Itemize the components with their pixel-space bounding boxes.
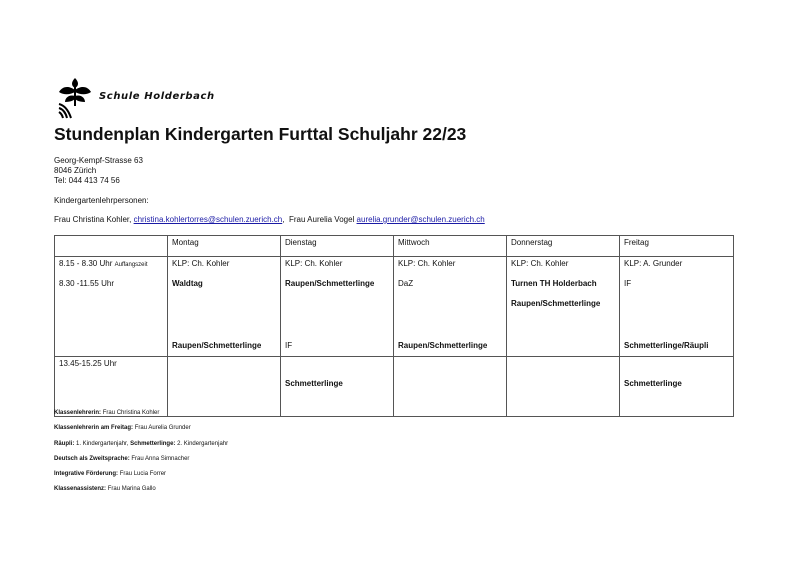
tuesday-afternoon-group: Schmetterlinge (285, 379, 343, 388)
wednesday-activity: DaZ (398, 279, 414, 288)
header-friday: Freitag (620, 236, 734, 257)
header-monday: Montag (168, 236, 281, 257)
afternoon-time-cell: 13.45-15.25 Uhr (55, 357, 168, 417)
time-slot-morning: 8.30 -11.55 Uhr (59, 279, 114, 288)
legend-value: Frau Marina Gallo (107, 486, 156, 493)
legend-item (54, 437, 228, 452)
header-thursday: Donnerstag (507, 236, 620, 257)
legend-item (54, 406, 228, 421)
address-city: 8046 Zürich (54, 166, 97, 175)
monday-activity: Waldtag (172, 279, 203, 288)
monday-morning-cell (168, 257, 281, 357)
logo-school-name: Schule Holderbach (99, 91, 215, 102)
school-logo (57, 74, 237, 122)
header-time-cell (55, 236, 168, 257)
friday-klp: KLP: A. Grunder (624, 259, 683, 268)
friday-morning-cell (620, 257, 734, 357)
thursday-afternoon-cell (507, 357, 620, 417)
thursday-activity: Turnen TH Holderbach (511, 279, 597, 288)
time-slot-early (59, 259, 163, 279)
legend-key: Klassenlehrerin: (54, 410, 102, 416)
time-early-label: 8.15 - 8.30 Uhr (59, 259, 113, 268)
tuesday-klp: KLP: Ch. Kohler (285, 259, 343, 268)
page-title: Stundenplan Kindergarten Furttal Schuljahr 22/23 (54, 124, 467, 144)
legend-key: Deutsch als Zweitsprache: (54, 455, 130, 462)
schedule-row-morning (55, 257, 734, 357)
morning-time-cell (55, 257, 168, 357)
legend-value: 1. Kindergartenjahr, (76, 440, 129, 447)
schedule-table (54, 235, 734, 417)
legend-key: Schmetterlinge: (130, 440, 176, 447)
monday-group: Raupen/Schmetterlinge (172, 341, 262, 350)
thursday-group: Raupen/Schmetterlinge (511, 299, 601, 308)
legend-value: Frau Lucia Forrer (119, 471, 167, 478)
legend-item (54, 467, 228, 482)
address-street: Georg-Kempf-Strasse 63 (54, 156, 143, 165)
thursday-morning-cell (507, 257, 620, 357)
wednesday-group: Raupen/Schmetterlinge (398, 341, 488, 350)
legend-key: Klassenassistenz: (54, 486, 107, 493)
legend-value: Frau Aurelia Grunder (134, 425, 191, 432)
legend-key: Integrative Förderung: (54, 471, 119, 478)
teacher1-email-link[interactable]: christina.kohlertorres@schulen.zuerich.ch (133, 215, 283, 224)
wednesday-morning-cell (394, 257, 507, 357)
tuesday-morning-cell (281, 257, 394, 357)
legend-value: Frau Christina Kohler (102, 410, 160, 416)
friday-activity: IF (624, 279, 632, 288)
legend-value: 2. Kindergartenjahr (177, 440, 229, 447)
legend-item (54, 421, 228, 436)
tuesday-support: IF (285, 341, 293, 350)
teacher2-email-link[interactable]: aurelia.grunder@schulen.zuerich.ch (356, 215, 485, 224)
tuesday-afternoon-cell (281, 357, 394, 417)
legend-block (54, 406, 228, 498)
teachers-line (54, 215, 485, 224)
thursday-klp: KLP: Ch. Kohler (511, 259, 569, 268)
friday-group: Schmetterlinge/Räupli (624, 341, 709, 350)
legend-value: Frau Anna Simnacher (131, 455, 190, 462)
header-wednesday: Mittwoch (394, 236, 507, 257)
legend-item (54, 482, 228, 497)
schedule-header-row (55, 236, 734, 257)
wednesday-afternoon-cell (394, 357, 507, 417)
teacher2-name: Frau Aurelia Vogel (288, 215, 355, 224)
friday-afternoon-cell (620, 357, 734, 417)
address-phone: Tel: 044 413 74 56 (54, 176, 120, 185)
legend-key: Räupli: (54, 440, 75, 447)
tuesday-activity: Raupen/Schmetterlinge (285, 279, 375, 288)
wednesday-klp: KLP: Ch. Kohler (398, 259, 456, 268)
friday-afternoon-group: Schmetterlinge (624, 379, 682, 388)
header-tuesday: Dienstag (281, 236, 394, 257)
address-block (54, 156, 143, 186)
legend-item (54, 452, 228, 467)
time-early-note: Auffangszeit (114, 262, 148, 268)
teacher1-name: Frau Christina Kohler, (54, 215, 132, 224)
leaf-logo-icon (57, 74, 97, 122)
monday-klp: KLP: Ch. Kohler (172, 259, 230, 268)
teacher-separator: , (282, 215, 285, 224)
teachers-heading: Kindergartenlehrpersonen: (54, 196, 149, 205)
legend-key: Klassenlehrerin am Freitag: (54, 425, 134, 432)
